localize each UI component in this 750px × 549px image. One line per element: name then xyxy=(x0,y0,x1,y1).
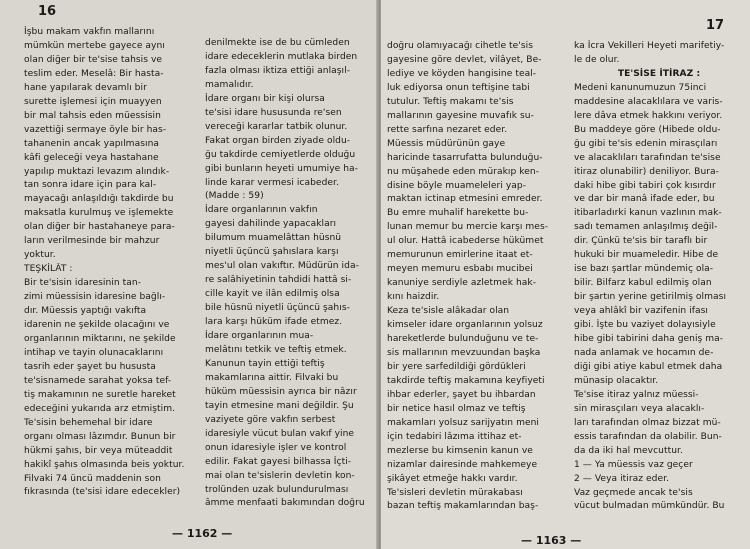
text-line: da da iki hal mevcuttur. xyxy=(574,445,683,456)
text-line: Filvaki 74 üncü maddenin son xyxy=(24,473,161,484)
text-line: ise bazı şartlar mündemiç ola- xyxy=(574,264,714,275)
text-line: bir mal tahsis eden müessisin xyxy=(24,110,161,121)
text-line: nada anlamak ve hocamın de- xyxy=(574,347,714,358)
text-line: ul olur. Hattâ icabederse hükümet xyxy=(387,236,544,247)
text-line: hareketlerde bulunduğunu ve te- xyxy=(387,334,539,345)
text-line: İşbu makam vakfın mallarını xyxy=(24,27,155,37)
text-line: bir yere sarfedildiği gördükleri xyxy=(387,361,526,372)
right-column-2 xyxy=(574,40,744,514)
text-line: te'sisnamede sarahat yoksa tef- xyxy=(24,375,172,386)
left-column-1 xyxy=(24,26,187,500)
text-line: nu müşahede eden mürakıp ken- xyxy=(387,166,540,177)
text-line: tiş makamının ne suretle hareket xyxy=(24,389,176,400)
text-line: İdare organlarının mua- xyxy=(205,331,314,342)
text-line: takdirde teftiş makamına keyfiyeti xyxy=(387,375,545,386)
text-line: kanuniye serdiyle azletmek hak- xyxy=(387,278,537,289)
text-line: 2 — Veya itiraz eder. xyxy=(574,473,670,484)
text-line: ların verilmesinde bir mahzur xyxy=(24,236,160,247)
text-line: lediye ve köyden hangisine teal- xyxy=(387,68,537,79)
text-line: idarenin ne şekilde olacağını ve xyxy=(24,320,170,331)
text-line: kimseler idare organlarının yolsuz xyxy=(387,320,543,331)
text-line: bile hüsnü niyetli üçüncü şahıs- xyxy=(205,303,350,314)
text-line: yapılıp muktazi levazım alındık- xyxy=(24,166,170,177)
text-line: disine böyle muameleleri yap- xyxy=(387,180,527,191)
text-line: tahanenin ancak yapılmasına xyxy=(24,138,160,149)
text-line: maktan ictinap etmesini emreder. xyxy=(387,194,543,205)
text-line: rette sarfına nezaret eder. xyxy=(387,124,508,135)
text-line: onun idaresiyle işler ve kontrol xyxy=(205,442,347,453)
text-line: bilumum muamelâttan hüsnü xyxy=(205,233,342,244)
text-line: maksatla kurulmuş ve işlemekte xyxy=(24,208,174,219)
text-line: İdare organı bir kişi olursa xyxy=(205,93,325,104)
text-line: melâtını tetkik ve teftiş etmek. xyxy=(205,344,347,355)
text-line: gayesi dahilinde yapacakları xyxy=(205,219,337,230)
text-line: TEŞKİLÂT : xyxy=(24,264,73,275)
text-line: için tedabiri lâzıma ittihaz et- xyxy=(387,431,522,442)
text-line: doğru olamıyacağı cihetle te'sis xyxy=(387,41,533,51)
text-line: âmme menfaati bakımından doğru xyxy=(205,498,365,509)
section-heading: TE'SİSE İTİRAZ : xyxy=(617,68,701,79)
text-line: mayacağı anlaşıldığı takdirde bu xyxy=(24,194,174,205)
text-line: mamalıdır. xyxy=(205,79,254,90)
text-line: Fakat organ birden ziyade oldu- xyxy=(205,135,351,146)
text-line: Vaz geçmede ancak te'sis xyxy=(574,487,693,498)
text-line: diği gibi atiye kabul etmek daha xyxy=(574,361,723,372)
text-line: Bu maddeye göre (Hibede oldu- xyxy=(574,124,721,135)
text-line: (Madde : 59) xyxy=(205,191,264,202)
text-line: sin mirasçıları veya alacaklı- xyxy=(574,403,705,414)
text-line: edeceğini yukarıda arz etmiştim. xyxy=(24,403,176,414)
left-column-2 xyxy=(205,37,373,511)
text-line: fıkrasında (te'sisi idare edecekler) xyxy=(24,487,181,498)
text-line: itiraz olunabilir) deniliyor. Bura- xyxy=(574,166,719,177)
text-line: zimi müessisin idaresine bağlı- xyxy=(24,292,166,303)
text-line: gayesine göre devlet, vilâyet, Be- xyxy=(387,54,542,65)
text-line: şikâyet etmeğe hakkı vardır. xyxy=(387,473,518,484)
text-line: te'sisi idare hususunda re'sen xyxy=(205,107,342,118)
text-line: fazla olması iktiza ettiği anlaşıl- xyxy=(205,65,351,76)
text-line: bir şartın yerine getirilmiş olması xyxy=(574,292,727,303)
text-line: kâfi geleceği veya hastahane xyxy=(24,152,159,163)
text-line: Medeni kanunumuzun 75inci xyxy=(574,82,707,93)
text-line: daki hibe gibi tabiri çok kısırdır xyxy=(574,180,716,191)
text-line: surette işlemesi için muayyen xyxy=(24,96,162,107)
text-line: tayin etmesine mani değildir. Şu xyxy=(205,400,354,411)
text-line: vaziyete göre vakfın serbest xyxy=(205,414,336,425)
text-line: yoktur. xyxy=(24,250,56,261)
left-folio: — 1162 — xyxy=(172,527,233,540)
text-line: idare edeceklerin mutlaka birden xyxy=(205,51,358,62)
text-line: maddesine alacaklılara ve varis- xyxy=(574,96,723,107)
text-line: re salâhiyetinin tahdidi hattâ si- xyxy=(205,275,352,286)
text-line: ğu gibi te'sis edenin mirasçıları xyxy=(574,138,718,149)
text-line: organı olması lâzımdır. Bunun bir xyxy=(24,431,176,442)
text-line: olan diğer bir te'sise tahsis ve xyxy=(24,54,163,65)
text-line: teslim eder. Meselâ: Bir hasta- xyxy=(24,68,164,79)
text-line: Bu emre muhalif harekette bu- xyxy=(387,208,529,219)
text-line: İdare organlarının vakfın xyxy=(205,205,318,216)
text-line: münasip olacaktır. xyxy=(574,375,659,386)
text-line: vücut bulmadan mümkündür. Bu xyxy=(574,501,725,512)
text-line: niyetli üçüncü şahıslara karşı xyxy=(205,247,339,258)
left-page-number: 16 xyxy=(38,4,57,19)
text-line: ve dar bir manâ ifade eder, bu xyxy=(574,194,715,205)
text-line: hakikî şahıs olmasında beis yoktur. xyxy=(24,459,185,470)
text-line: lunan memur bu mercie karşı mes- xyxy=(387,222,549,233)
text-line: ları tarafından olmaz bizzat mü- xyxy=(574,417,721,428)
text-line: tan sonra idare için para kal- xyxy=(24,180,157,191)
text-line: mümkün mertebe gayece aynı xyxy=(24,40,165,51)
text-line: essis tarafından da olabilir. Bun- xyxy=(574,431,722,442)
text-line: Kanunun tayin ettiği teftiş xyxy=(205,358,325,369)
right-folio: — 1163 — xyxy=(521,534,582,547)
text-line: Te'sisleri devletin mürakabası xyxy=(387,487,523,498)
text-line: dir. Çünkü te'sis bir taraflı bir xyxy=(574,236,708,247)
text-line: hukuki bir muameledir. Hibe de xyxy=(574,250,719,261)
right-page xyxy=(381,0,750,549)
text-line: intihap ve tayin olunacaklarını xyxy=(24,347,164,358)
right-page-number: 17 xyxy=(706,18,725,33)
text-line: makamları yolsuz sarijyatın meni xyxy=(387,417,540,428)
text-line: mezlerse bu kimsenin kanun ve xyxy=(387,445,533,456)
text-line: sadı temamen anlaşılmış değil- xyxy=(574,222,718,233)
text-line: trolünden uzak bulundurulması xyxy=(205,484,349,495)
text-line: organlarının miktarını, ne şekilde xyxy=(24,333,176,344)
text-line: mai olan te'sislerin devletin kon- xyxy=(205,470,355,481)
text-line: cille kayit ve ilân edilmiş olsa xyxy=(205,289,340,300)
text-line: Te'sisin behemehal bir idare xyxy=(24,417,153,428)
text-line: vazettiği sermaye öyle bir has- xyxy=(24,124,167,135)
text-line: veya ahlâkî bir vazifenin ifası xyxy=(574,306,708,317)
text-line: lere dâva etmek hakkını veriyor. xyxy=(574,110,723,121)
text-line: dır. Müessis yaptığı vakıfta xyxy=(24,306,147,317)
text-line: gibi. İşte bu vaziyet dolayısiyle xyxy=(574,320,716,331)
text-line: mes'ul olan vakıftır. Müdürün ida- xyxy=(205,261,359,272)
text-line: mallarının gayesine muvafık su- xyxy=(387,110,534,121)
text-line: makamlarına aittir. Filvaki bu xyxy=(205,372,339,383)
text-line: gibi bunların heyeti umumiye ha- xyxy=(205,163,358,174)
text-line: ihbar ederler, şayet bu ihbardan xyxy=(387,389,536,400)
text-line: lara karşı hüküm ifade etmez. xyxy=(205,317,343,328)
text-line: Te'sise itiraz yalnız müessi- xyxy=(574,389,699,400)
text-line: le de olur. xyxy=(574,54,620,65)
text-line: idaresiyle vücut bulan vakıf yine xyxy=(205,428,355,439)
text-line: Bir te'sisin idaresinin tan- xyxy=(24,278,142,289)
text-line: tutulur. Teftiş makamı te'sis xyxy=(387,96,514,107)
text-line: memurunun emirlerine itaat et- xyxy=(387,250,533,261)
text-line: 1 — Ya müessis vaz geçer xyxy=(574,459,693,470)
text-line: Müessis müdürünün gaye xyxy=(387,138,506,149)
text-line: tasrih eder şayet bu hususta xyxy=(24,361,156,372)
text-line: linde karar vermesi icabeder. xyxy=(205,177,339,188)
text-line: hane yapılarak devamlı bir xyxy=(24,82,147,93)
text-line: hüküm müessisin ayrıca bir nâzır xyxy=(205,386,357,397)
text-line: haricinde tasarrufatta bulunduğu- xyxy=(387,152,543,163)
text-line: nizamlar dairesinde mahkemeye xyxy=(387,459,538,470)
text-line: hibe gibi tabirini daha geniş ma- xyxy=(574,334,724,345)
text-line: bir netice hasıl olmaz ve teftiş xyxy=(387,403,526,414)
text-line: vereceği kararlar tatbik olunur. xyxy=(205,121,348,132)
text-line: meyen memuru esbabı mucibei xyxy=(387,264,533,275)
right-column-1 xyxy=(387,40,557,514)
text-line: Keza te'sisle alâkadar olan xyxy=(387,306,510,317)
text-line: itibarladırki kanun vazlının mak- xyxy=(574,208,722,219)
text-line: ka İcra Vekilleri Heyeti marifetiy- xyxy=(574,41,725,51)
text-line: denilmekte ise de bu cümleden xyxy=(205,38,350,48)
text-line: bazan teftiş makamlarından baş- xyxy=(387,501,539,512)
text-line: sis mallarının mevzuundan başka xyxy=(387,347,541,358)
text-line: bilir. Bilfarz kabul edilmiş olan xyxy=(574,278,712,289)
text-line: ve alacaklıları tarafından te'sise xyxy=(574,152,721,163)
text-line: edilir. Fakat gayesi bilhassa İçti- xyxy=(205,456,352,467)
text-line: kını haizdir. xyxy=(387,292,440,303)
text-line: hükmi şahıs, bir veya müteaddit xyxy=(24,445,173,456)
text-line: luk ediyorsa onun teftişine tabi xyxy=(387,82,530,93)
text-line: olan diğer bir hastahaneye para- xyxy=(24,222,175,233)
text-line: ğu takdirde cemiyetlerde olduğu xyxy=(205,149,356,160)
